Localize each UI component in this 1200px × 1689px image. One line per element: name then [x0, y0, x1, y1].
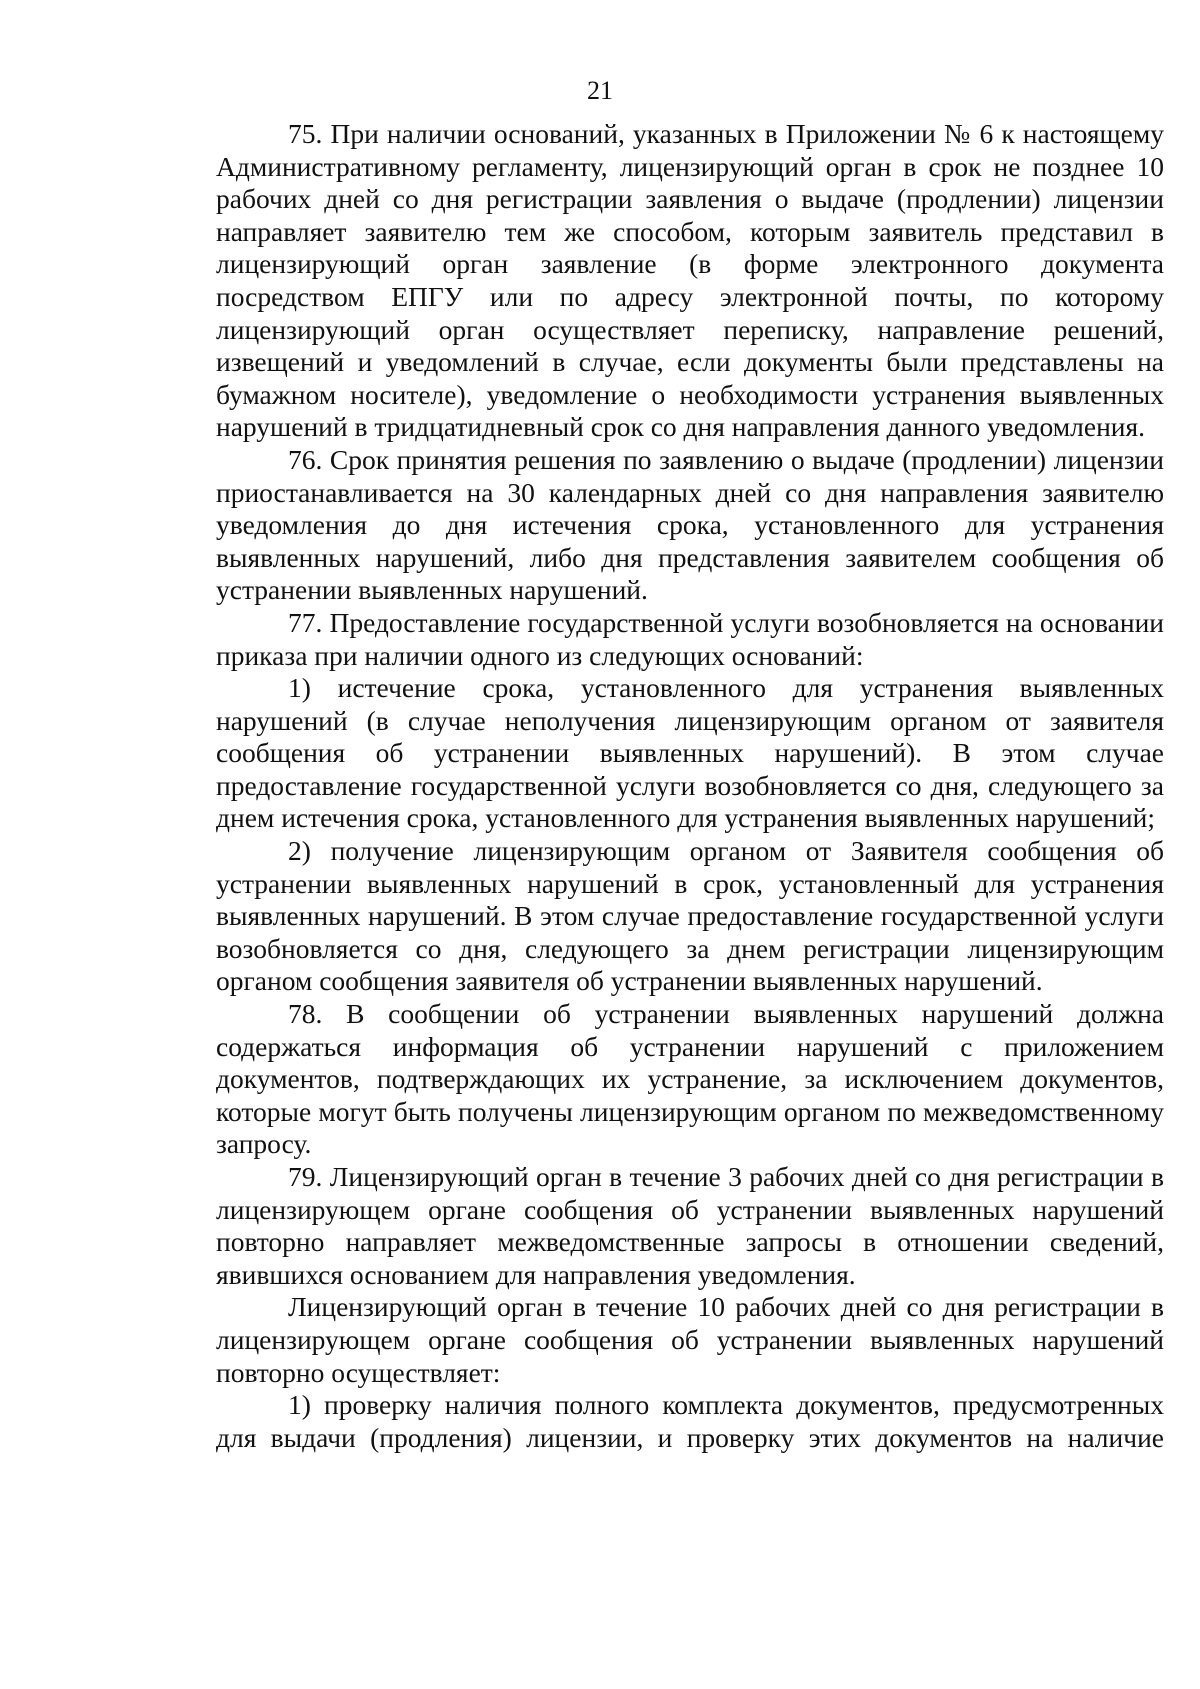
- paragraph-79: 79. Лицензирующий орган в течение 3 рабочих дней со дня регистрации в лицензирующем органе сообщения об устранении выявленных нарушений повторно направляет межведомственные запросы в отношении сведений, явившихся основанием для направления уведомления.: [216, 1161, 1164, 1290]
- paragraph-79-item-1: 1) проверку наличия полного комплекта документов, предусмотренных для выдачи (продления) лицензии, и проверку этих документов на наличие: [216, 1389, 1164, 1453]
- paragraph-77-item-2: 2) получение лицензирующим органом от Заявителя сообщения об устранении выявленных нарушений в срок, установленный для устранения выявленных нарушений. В этом случае предоставление государственной услуги возобновляется со дня, следующего за днем регистрации лицензирующим органом сообщения заявителя об устранении выявленных нарушений.: [216, 835, 1164, 997]
- document-body: [216, 118, 1164, 1454]
- paragraph-77: 77. Предоставление государственной услуги возобновляется на основании приказа при наличии одного из следующих оснований:: [216, 606, 1164, 671]
- paragraph-77-item-1: 1) истечение срока, установленного для устранения выявленных нарушений (в случае неполучения лицензирующим органом от заявителя сообщения об устранении выявленных нарушений). В этом случае предоставление государственной услуги возобновляется со дня, следующего за днем истечения срока, установленного для устранения выявленных нарушений;: [216, 672, 1164, 834]
- paragraph-78: 78. В сообщении об устранении выявленных нарушений должна содержаться информация об устранении нарушений с приложением документов, подтверждающих их устранение, за исключением документов, которые могут быть получены лицензирующим органом по межведомственному запросу.: [216, 998, 1164, 1160]
- paragraph-75: 75. При наличии оснований, указанных в Приложении № 6 к настоящему Административному регламенту, лицензирующий орган в срок не позднее 10 рабочих дней со дня регистрации заявления о выдаче (продлении) лицензии направляет заявителю тем же способом, которым заявитель представил в лицензирующий орган заявление (в форме электронного документа посредством ЕПГУ или по адресу электронной почты, по которому лицензирующий орган осуществляет переписку, направление решений, извещений и уведомлений в случае, если документы были представлены на бумажном носителе), уведомление о необходимости устранения выявленных нарушений в тридцатидневный срок со дня направления данного уведомления.: [216, 118, 1164, 443]
- paragraph-76: 76. Срок принятия решения по заявлению о выдаче (продлении) лицензии приостанавливается на 30 календарных дней со дня направления заявителю уведомления до дня истечения срока, установленного для устранения выявленных нарушений, либо дня представления заявителем сообщения об устранении выявленных нарушений.: [216, 443, 1164, 606]
- paragraph-79-continuation: Лицензирующий орган в течение 10 рабочих дней со дня регистрации в лицензирующем органе сообщения об устранении выявленных нарушений повторно осуществляет:: [216, 1291, 1164, 1388]
- page-number: 21: [587, 76, 613, 105]
